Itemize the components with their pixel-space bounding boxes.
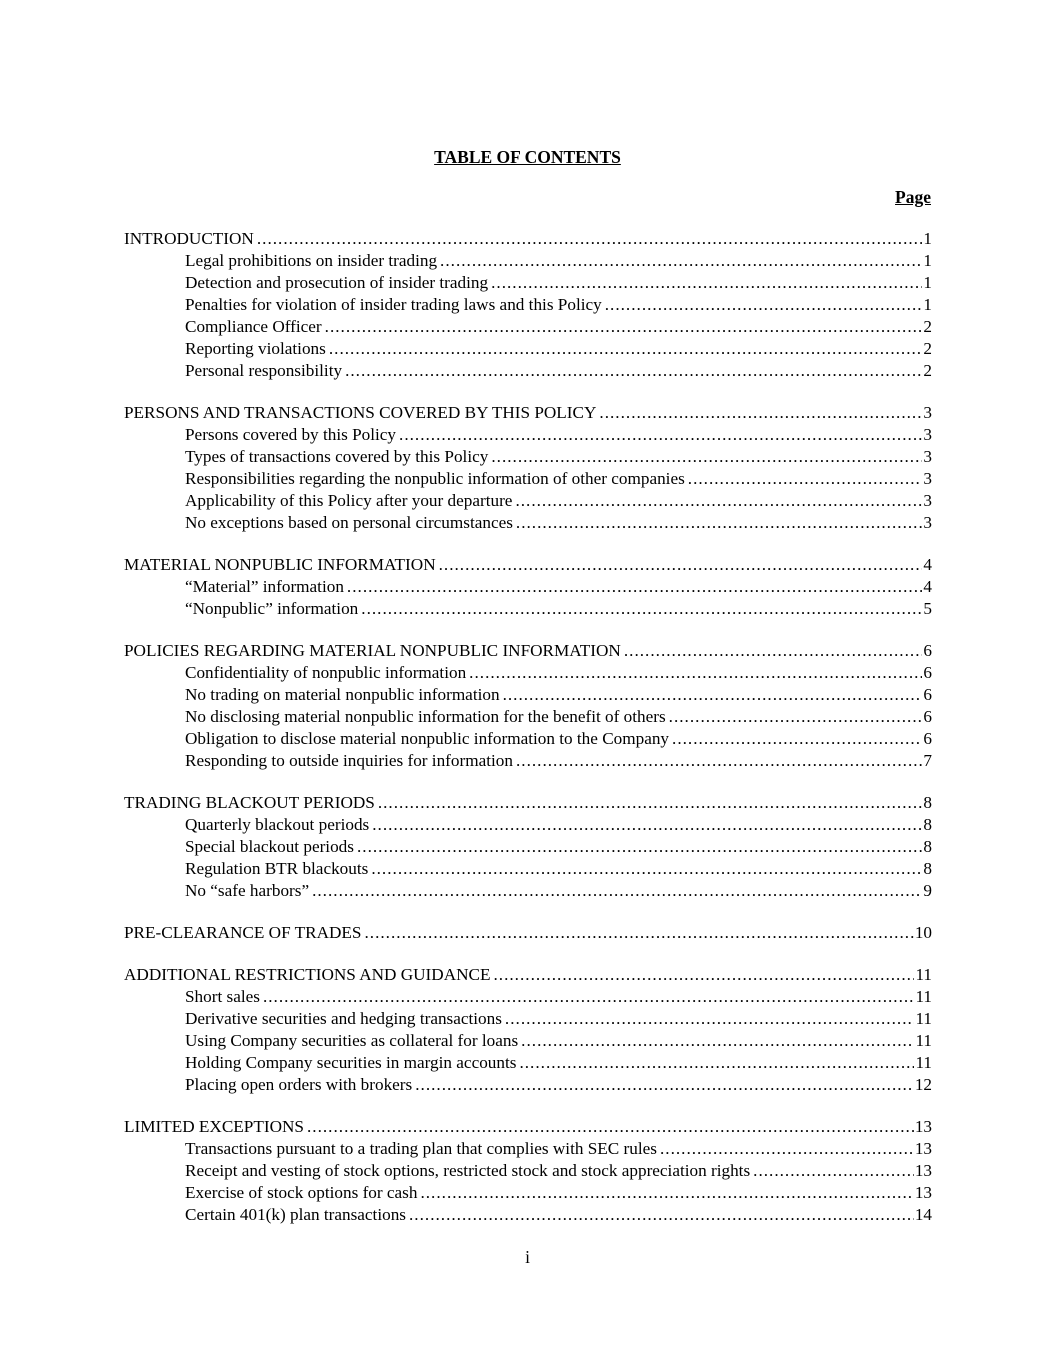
toc-subentry-label: Obligation to disclose material nonpublic information to the Company	[185, 729, 670, 748]
toc-subentry-label: No trading on material nonpublic information	[185, 685, 500, 704]
toc-subentry	[124, 1160, 932, 1182]
dot-leader	[364, 922, 913, 944]
toc-page-number: 14	[914, 1205, 932, 1224]
toc-subentry	[124, 316, 932, 338]
toc-subentry-label: Derivative securities and hedging transactions	[185, 1009, 502, 1028]
toc-page-number: 1	[923, 273, 932, 292]
dot-leader	[516, 512, 923, 534]
dot-leader	[257, 228, 923, 250]
toc-subentry-label: “Nonpublic” information	[185, 599, 359, 618]
toc-page-number: 9	[923, 881, 932, 900]
toc-page-number: 13	[914, 1117, 932, 1136]
toc-page-number: 3	[923, 469, 932, 488]
toc-subentry-label: Compliance Officer	[185, 317, 322, 336]
dot-leader	[440, 250, 922, 272]
toc-subentry-label: Responding to outside inquiries for information	[185, 751, 513, 770]
toc-section	[124, 792, 932, 902]
dot-leader	[503, 684, 923, 706]
toc-section-heading	[124, 1116, 932, 1138]
toc-subentry-label: Exercise of stock options for cash	[185, 1183, 418, 1202]
toc-subentry-label: Reporting violations	[185, 339, 326, 358]
toc-section	[124, 1116, 932, 1226]
toc-subentry-label: No disclosing material nonpublic information for the benefit of others	[185, 707, 666, 726]
dot-leader	[672, 728, 922, 750]
toc-page-number: 8	[923, 859, 932, 878]
toc-section	[124, 554, 932, 620]
toc-subentry	[124, 750, 932, 772]
toc-page-number: 4	[923, 555, 932, 574]
toc-section-heading	[124, 402, 932, 424]
dot-leader	[491, 446, 922, 468]
dot-leader	[660, 1138, 914, 1160]
toc-subentry	[124, 468, 932, 490]
dot-leader	[307, 1116, 914, 1138]
dot-leader	[312, 880, 922, 902]
toc-subentry	[124, 1074, 932, 1096]
toc-page-number: 7	[923, 751, 932, 770]
toc-page-number: 6	[923, 729, 932, 748]
toc-subentry	[124, 272, 932, 294]
dot-leader	[469, 662, 922, 684]
toc-subentry-label: Quarterly blackout periods	[185, 815, 370, 834]
toc-subentry	[124, 250, 932, 272]
page-column-heading: Page	[895, 187, 931, 207]
toc-subentry-label: Penalties for violation of insider trading laws and this Policy	[185, 295, 602, 314]
toc-section-label: TRADING BLACKOUT PERIODS	[124, 793, 375, 812]
toc-subentry	[124, 684, 932, 706]
toc-page-number: 10	[914, 923, 932, 942]
toc-subentry	[124, 1182, 932, 1204]
toc-subentry-label: No “safe harbors”	[185, 881, 310, 900]
toc-page-number: 11	[915, 1053, 932, 1072]
toc-subentry-label: No exceptions based on personal circumstances	[185, 513, 513, 532]
toc-page-number: 13	[914, 1161, 932, 1180]
toc-section	[124, 640, 932, 772]
toc-page-number: 3	[923, 447, 932, 466]
dot-leader	[599, 402, 922, 424]
toc-page-number: 3	[923, 491, 932, 510]
toc-subentry	[124, 728, 932, 750]
toc-subentry	[124, 576, 932, 598]
toc-subentry-label: Transactions pursuant to a trading plan that complies with SEC rules	[185, 1139, 657, 1158]
toc-section-label: POLICIES REGARDING MATERIAL NONPUBLIC INFORMATION	[124, 641, 621, 660]
dot-leader	[325, 316, 923, 338]
dot-leader	[420, 1182, 913, 1204]
toc-subentry-label: Responsibilities regarding the nonpublic information of other companies	[185, 469, 685, 488]
toc-page-number: 3	[923, 425, 932, 444]
toc-page-number: 1	[923, 229, 932, 248]
table-of-contents	[124, 228, 932, 1246]
toc-page-number: 11	[915, 987, 932, 1006]
toc-subentry	[124, 598, 932, 620]
toc-subentry-label: Short sales	[185, 987, 260, 1006]
toc-subentry	[124, 512, 932, 534]
dot-leader	[688, 468, 923, 490]
page-title: TABLE OF CONTENTS	[434, 147, 621, 167]
toc-page-number: 11	[915, 1009, 932, 1028]
toc-subentry-label: Detection and prosecution of insider trading	[185, 273, 489, 292]
toc-section-label: PERSONS AND TRANSACTIONS COVERED BY THIS POLICY	[124, 403, 597, 422]
dot-leader	[347, 576, 922, 598]
toc-section-label: LIMITED EXCEPTIONS	[124, 1117, 304, 1136]
dot-leader	[415, 1074, 914, 1096]
dot-leader	[263, 986, 914, 1008]
toc-page-number: 1	[923, 295, 932, 314]
dot-leader	[505, 1008, 915, 1030]
dot-leader	[378, 792, 923, 814]
toc-page-number: 6	[923, 707, 932, 726]
toc-subentry-label: Legal prohibitions on insider trading	[185, 251, 438, 270]
toc-section-heading	[124, 554, 932, 576]
toc-page-number: 6	[923, 663, 932, 682]
dot-leader	[491, 272, 922, 294]
dot-leader	[515, 490, 922, 512]
dot-leader	[345, 360, 922, 382]
dot-leader	[371, 858, 922, 880]
toc-subentry	[124, 424, 932, 446]
dot-leader	[329, 338, 923, 360]
toc-page-number: 2	[923, 361, 932, 380]
toc-subentry-label: Personal responsibility	[185, 361, 343, 380]
dot-leader	[605, 294, 923, 316]
dot-leader	[669, 706, 923, 728]
toc-subentry	[124, 446, 932, 468]
toc-subentry	[124, 662, 932, 684]
toc-section-label: PRE-CLEARANCE OF TRADES	[124, 923, 362, 942]
footer-page-number: i	[525, 1247, 530, 1267]
toc-section-label: INTRODUCTION	[124, 229, 254, 248]
toc-section-heading	[124, 640, 932, 662]
toc-page-number: 1	[923, 251, 932, 270]
toc-page-number: 3	[923, 513, 932, 532]
toc-subentry	[124, 814, 932, 836]
toc-subentry-label: Holding Company securities in margin accounts	[185, 1053, 517, 1072]
toc-subentry-label: Persons covered by this Policy	[185, 425, 397, 444]
toc-subentry	[124, 1008, 932, 1030]
dot-leader	[521, 1030, 914, 1052]
toc-page-number: 6	[923, 685, 932, 704]
toc-page-number: 2	[923, 317, 932, 336]
toc-subentry	[124, 1138, 932, 1160]
toc-section-heading	[124, 922, 932, 944]
dot-leader	[516, 750, 922, 772]
toc-subentry	[124, 1204, 932, 1226]
toc-subentry-label: Types of transactions covered by this Policy	[185, 447, 489, 466]
toc-subentry	[124, 836, 932, 858]
dot-leader	[439, 554, 923, 576]
toc-subentry-label: Using Company securities as collateral for loans	[185, 1031, 519, 1050]
toc-subentry-label: Receipt and vesting of stock options, restricted stock and stock appreciation rights	[185, 1161, 751, 1180]
toc-section	[124, 922, 932, 944]
toc-section-heading	[124, 964, 932, 986]
toc-section-label: MATERIAL NONPUBLIC INFORMATION	[124, 555, 436, 574]
toc-page-number: 4	[923, 577, 932, 596]
toc-section-heading	[124, 228, 932, 250]
toc-section	[124, 964, 932, 1096]
toc-subentry	[124, 294, 932, 316]
toc-subentry	[124, 1030, 932, 1052]
toc-page-number: 12	[914, 1075, 932, 1094]
dot-leader	[409, 1204, 914, 1226]
toc-subentry-label: Placing open orders with brokers	[185, 1075, 413, 1094]
toc-section	[124, 228, 932, 382]
dot-leader	[357, 836, 922, 858]
toc-subentry	[124, 490, 932, 512]
toc-subentry	[124, 338, 932, 360]
dot-leader	[519, 1052, 914, 1074]
dot-leader	[372, 814, 922, 836]
toc-subentry-label: Confidentiality of nonpublic information	[185, 663, 467, 682]
dot-leader	[753, 1160, 914, 1182]
toc-page-number: 8	[923, 837, 932, 856]
toc-subentry	[124, 986, 932, 1008]
toc-section	[124, 402, 932, 534]
toc-section-label: ADDITIONAL RESTRICTIONS AND GUIDANCE	[124, 965, 491, 984]
dot-leader	[399, 424, 922, 446]
toc-page-number: 2	[923, 339, 932, 358]
toc-subentry	[124, 360, 932, 382]
toc-page-number: 6	[923, 641, 932, 660]
dot-leader	[624, 640, 923, 662]
dot-leader	[493, 964, 914, 986]
toc-subentry-label: Applicability of this Policy after your departure	[185, 491, 513, 510]
toc-subentry	[124, 880, 932, 902]
toc-subentry	[124, 706, 932, 728]
toc-subentry-label: “Material” information	[185, 577, 344, 596]
toc-subentry-label: Certain 401(k) plan transactions	[185, 1205, 406, 1224]
toc-section-heading	[124, 792, 932, 814]
toc-subentry	[124, 1052, 932, 1074]
toc-subentry-label: Regulation BTR blackouts	[185, 859, 369, 878]
toc-page-number: 13	[914, 1139, 932, 1158]
toc-subentry-label: Special blackout periods	[185, 837, 354, 856]
toc-page-number: 8	[923, 815, 932, 834]
toc-subentry	[124, 858, 932, 880]
toc-page-number: 5	[923, 599, 932, 618]
toc-page-number: 13	[914, 1183, 932, 1202]
toc-page-number: 8	[923, 793, 932, 812]
toc-page-number: 11	[915, 1031, 932, 1050]
dot-leader	[361, 598, 922, 620]
toc-page-number: 3	[923, 403, 932, 422]
toc-page-number: 11	[915, 965, 932, 984]
